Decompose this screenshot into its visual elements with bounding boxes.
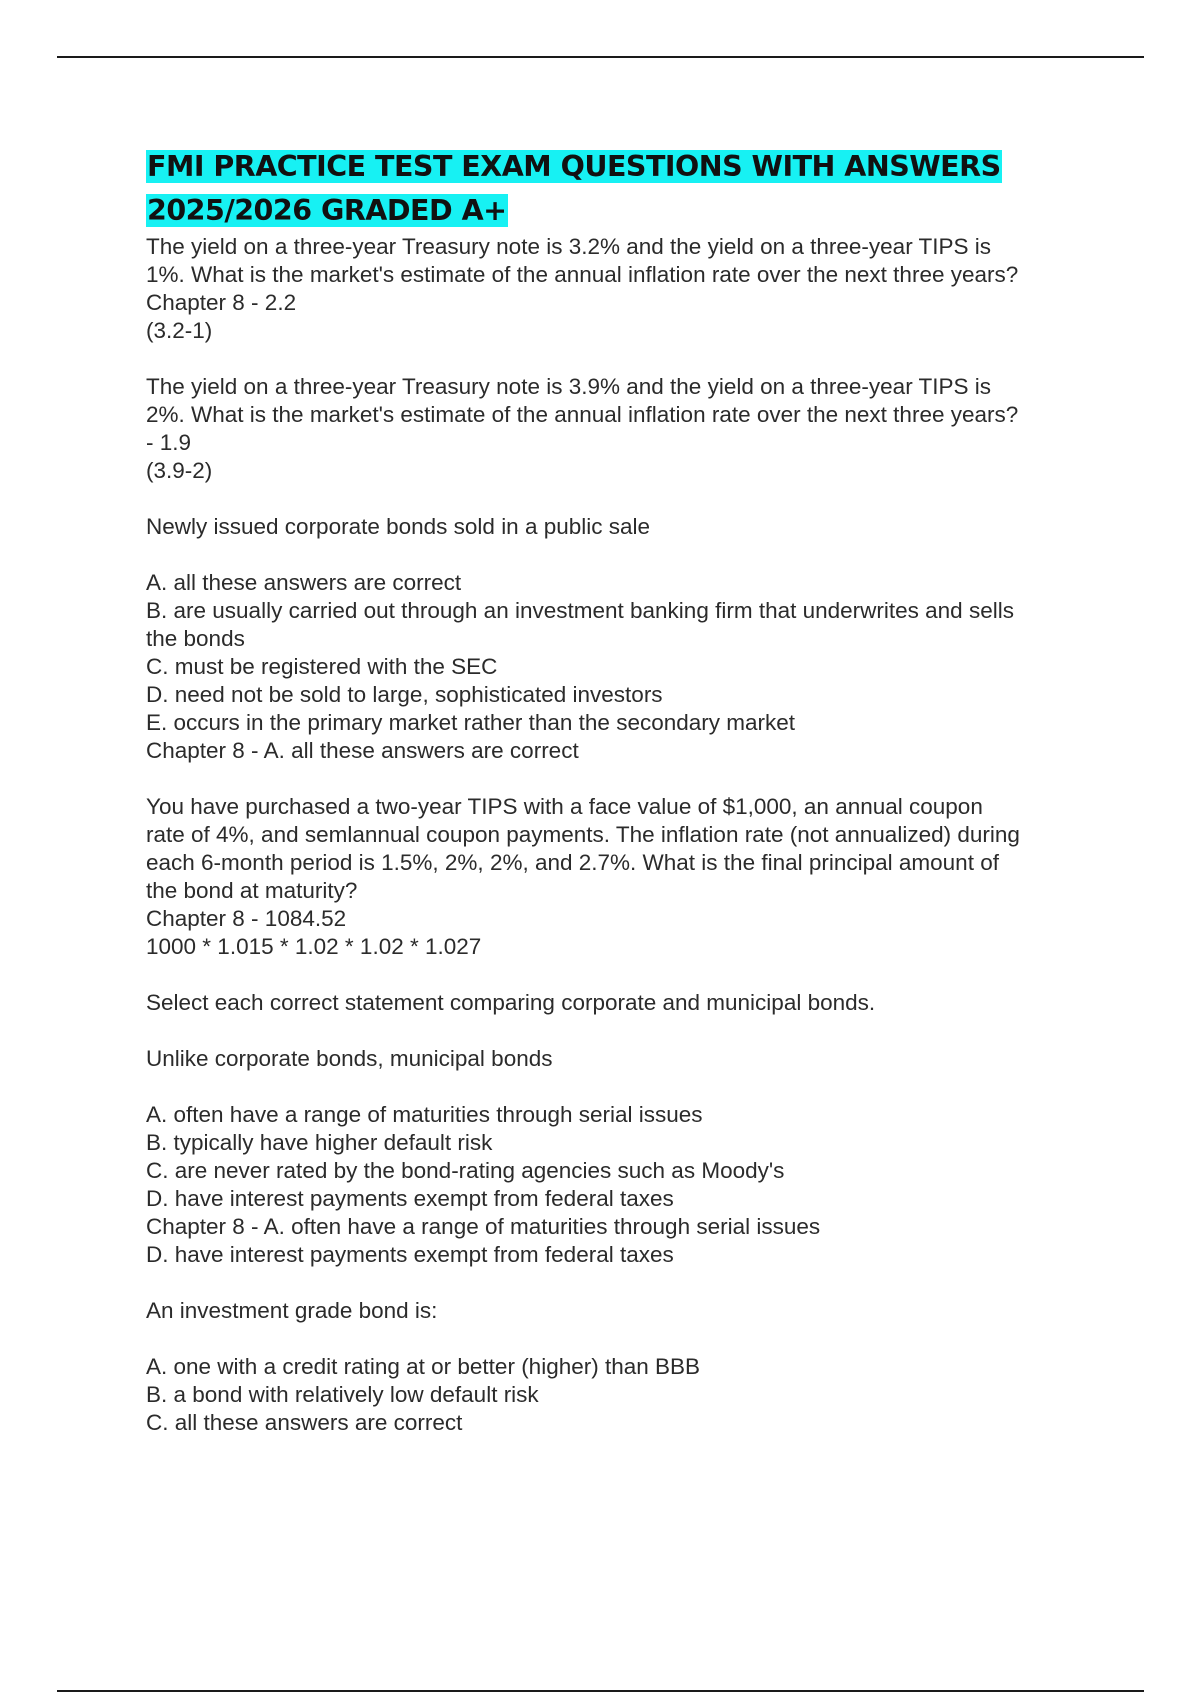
document-body bbox=[146, 145, 1106, 1437]
work-text: (3.9-2) bbox=[146, 458, 213, 483]
question-stem: An investment grade bond is: bbox=[146, 1298, 438, 1323]
option-b: B. typically have higher default risk bbox=[146, 1130, 493, 1155]
question-text: 1%. What is the market's estimate of the annual inflation rate over the next three years? bbox=[146, 262, 1019, 287]
header-rule bbox=[57, 56, 1144, 58]
option-a: A. often have a range of maturities through serial issues bbox=[146, 1102, 703, 1127]
question-6 bbox=[146, 1297, 1106, 1437]
answer-text: Chapter 8 - A. often have a range of maturities through serial issues bbox=[146, 1214, 821, 1239]
question-text: each 6-month period is 1.5%, 2%, 2%, and 2.7%. What is the final principal amount of bbox=[146, 850, 999, 875]
answer-text-continued: D. have interest payments exempt from federal taxes bbox=[146, 1242, 674, 1267]
answer-text: Chapter 8 - A. all these answers are correct bbox=[146, 738, 579, 763]
option-a: A. all these answers are correct bbox=[146, 570, 462, 595]
question-text: You have purchased a two-year TIPS with a face value of $1,000, an annual coupon bbox=[146, 794, 983, 819]
question-substem: Unlike corporate bonds, municipal bonds bbox=[146, 1046, 553, 1071]
answer-text: Chapter 8 - 2.2 bbox=[146, 290, 297, 315]
question-text: the bond at maturity? bbox=[146, 878, 358, 903]
option-e: E. occurs in the primary market rather than the secondary market bbox=[146, 710, 796, 735]
footer-rule bbox=[57, 1690, 1144, 1692]
work-text: 1000 * 1.015 * 1.02 * 1.02 * 1.027 bbox=[146, 934, 482, 959]
document-title bbox=[146, 145, 1106, 233]
answer-text: Chapter 8 - 1084.52 bbox=[146, 906, 347, 931]
title-line-2: 2025/2026 GRADED A+ bbox=[147, 194, 507, 227]
question-4 bbox=[146, 793, 1106, 961]
question-text: The yield on a three-year Treasury note is 3.9% and the yield on a three-year TIPS is bbox=[146, 374, 992, 399]
question-2 bbox=[146, 373, 1106, 485]
option-a: A. one with a credit rating at or better (higher) than BBB bbox=[146, 1354, 701, 1379]
option-d: D. need not be sold to large, sophisticated investors bbox=[146, 682, 663, 707]
question-3 bbox=[146, 513, 1106, 765]
answer-text: - 1.9 bbox=[146, 430, 192, 455]
question-text: 2%. What is the market's estimate of the annual inflation rate over the next three years? bbox=[146, 402, 1019, 427]
title-line-1: FMI PRACTICE TEST EXAM QUESTIONS WITH ANSWERS bbox=[147, 150, 1001, 183]
question-text: rate of 4%, and semlannual coupon payments. The inflation rate (not annualized) during bbox=[146, 822, 1020, 847]
option-b: B. are usually carried out through an investment banking firm that underwrites and sells bbox=[146, 598, 1014, 623]
option-b-continued: the bonds bbox=[146, 626, 245, 651]
option-c: C. are never rated by the bond-rating agencies such as Moody's bbox=[146, 1158, 785, 1183]
option-d: D. have interest payments exempt from federal taxes bbox=[146, 1186, 674, 1211]
question-5 bbox=[146, 989, 1106, 1269]
question-text: The yield on a three-year Treasury note is 3.2% and the yield on a three-year TIPS is bbox=[146, 234, 992, 259]
question-stem: Select each correct statement comparing corporate and municipal bonds. bbox=[146, 990, 876, 1015]
option-c: C. must be registered with the SEC bbox=[146, 654, 498, 679]
option-c: C. all these answers are correct bbox=[146, 1410, 463, 1435]
question-stem: Newly issued corporate bonds sold in a public sale bbox=[146, 514, 651, 539]
work-text: (3.2-1) bbox=[146, 318, 213, 343]
option-b: B. a bond with relatively low default risk bbox=[146, 1382, 539, 1407]
question-1 bbox=[146, 233, 1106, 345]
